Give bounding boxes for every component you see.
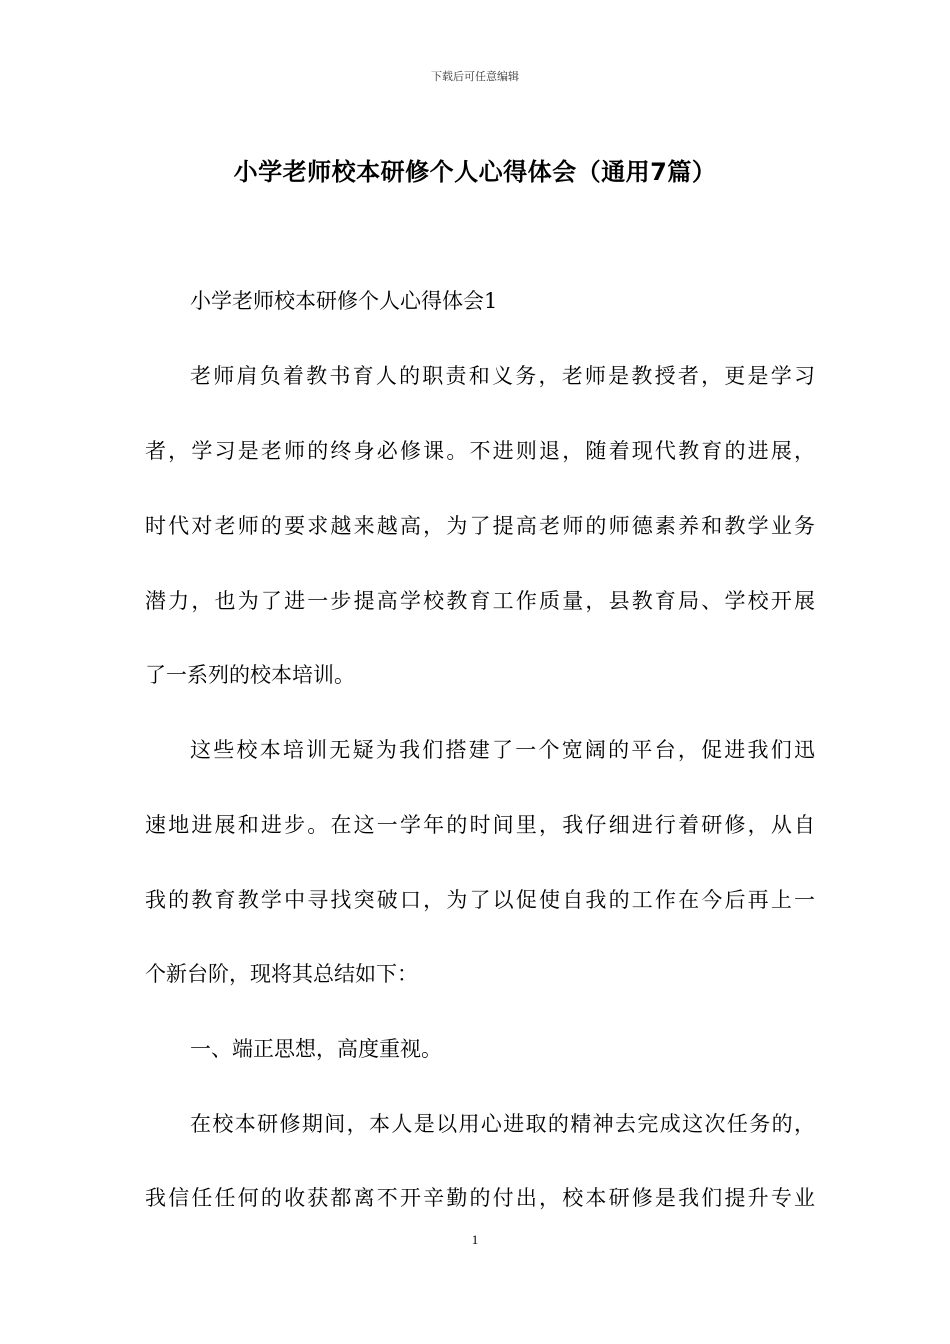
paragraph-line: 时代对老师的要求越来越高，为了提高老师的师德素养和教学业务 (145, 514, 815, 538)
page-header-note: 下载后可任意编辑 (431, 70, 519, 83)
paragraph-line: 速地进展和进步。在这一学年的时间里，我仔细进行着研修，从自 (145, 813, 815, 837)
subheading: 一、端正思想，高度重视。 (190, 1037, 442, 1061)
paragraph-line: 我的教育教学中寻找突破口，为了以促使自我的工作在今后再上一 (145, 888, 815, 912)
paragraph-line: 老师肩负着教书育人的职责和义务，老师是教授者，更是学习 (190, 364, 815, 388)
paragraph-line: 这些校本培训无疑为我们搭建了一个宽阔的平台，促进我们迅 (190, 738, 815, 762)
paragraph-line: 潜力，也为了进一步提高学校教育工作质量，县教育局、学校开展 (145, 589, 815, 613)
paragraph-line: 我信任任何的收获都离不开辛勤的付出，校本研修是我们提升专业 (145, 1186, 815, 1210)
paragraph-line: 者，学习是老师的终身必修课。不进则退，随着现代教育的进展， (145, 439, 815, 463)
document-title: 小学老师校本研修个人心得体会（通用7篇） (233, 158, 717, 186)
section-heading: 小学老师校本研修个人心得体会1 (190, 289, 498, 313)
paragraph-line: 个新台阶，现将其总结如下： (145, 962, 418, 986)
paragraph-line: 在校本研修期间，本人是以用心进取的精神去完成这次任务的， (190, 1112, 815, 1136)
page-number: 1 (471, 1232, 479, 1247)
paragraph-line: 了一系列的校本培训。 (145, 663, 355, 687)
